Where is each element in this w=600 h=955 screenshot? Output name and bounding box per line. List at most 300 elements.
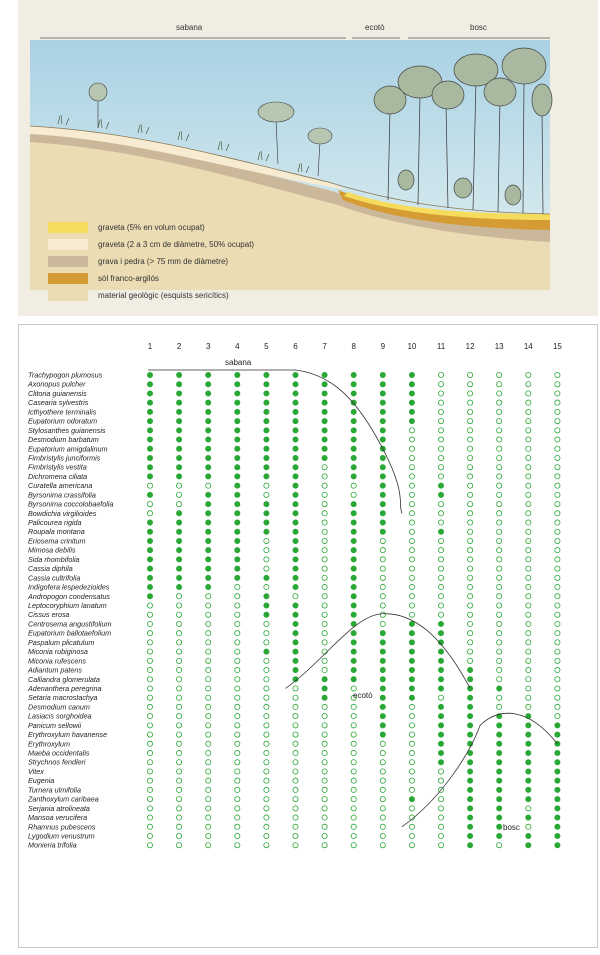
absence-dot [409,548,414,553]
legend-item [48,222,368,234]
presence-dot [351,677,356,682]
presence-dot [555,806,560,811]
presence-dot [293,603,298,608]
presence-dot [293,437,298,442]
presence-dot [526,760,531,765]
absence-dot [555,511,560,516]
presence-dot [468,714,473,719]
absence-dot [526,474,531,479]
presence-dot [351,631,356,636]
absence-dot [468,584,473,589]
species-name: Andropogon condensatus [28,591,110,601]
absence-dot [147,787,152,792]
presence-dot [468,769,473,774]
presence-dot [380,649,385,654]
presence-dot [555,797,560,802]
absence-dot [409,704,414,709]
absence-dot [147,658,152,663]
presence-dot [380,723,385,728]
presence-dot [293,391,298,396]
presence-dot [206,492,211,497]
absence-dot [409,824,414,829]
absence-dot [468,557,473,562]
presence-dot [526,815,531,820]
presence-dot [409,409,414,414]
presence-dot [264,391,269,396]
absence-dot [322,760,327,765]
absence-dot [264,769,269,774]
absence-dot [264,658,269,663]
absence-dot [555,428,560,433]
presence-dot [147,566,152,571]
absence-dot [555,667,560,672]
presence-dot [177,529,182,534]
presence-dot [293,548,298,553]
absence-dot [468,483,473,488]
absence-dot [206,667,211,672]
species-name: Leptocoryphium lanatum [28,601,107,610]
presence-dot [409,391,414,396]
species-name: Byrsonima crassifolia [28,490,96,500]
presence-dot [526,750,531,755]
absence-dot [409,741,414,746]
absence-dot [526,631,531,636]
absence-dot [293,778,298,783]
absence-dot [497,621,502,626]
absence-dot [438,557,443,562]
presence-dot [351,465,356,470]
absence-dot [177,797,182,802]
presence-dot [177,520,182,525]
species-name: Adenanthera peregrina [28,683,102,693]
species-name: Mansoa verucifera [28,813,88,823]
presence-dot [380,409,385,414]
presence-dot [526,732,531,737]
absence-dot [438,428,443,433]
absence-dot [177,704,182,709]
absence-dot [468,529,473,534]
presence-dot [264,419,269,424]
presence-dot [293,667,298,672]
column-number: 9 [380,342,386,351]
presence-dot [351,667,356,672]
absence-dot [468,603,473,608]
presence-dot [206,566,211,571]
presence-dot [468,732,473,737]
absence-dot [235,778,240,783]
presence-dot [264,400,269,405]
presence-dot [351,594,356,599]
presence-dot [293,446,298,451]
absence-dot [468,501,473,506]
presence-dot [351,437,356,442]
absence-dot [497,529,502,534]
presence-dot [468,695,473,700]
absence-dot [264,640,269,645]
presence-dot [322,409,327,414]
absence-dot [409,437,414,442]
absence-dot [235,750,240,755]
zone-label-forest: bosc [470,23,487,32]
absence-dot [497,372,502,377]
species-name: Eugenia [28,776,55,786]
absence-dot [380,621,385,626]
absence-dot [438,382,443,387]
absence-dot [409,769,414,774]
presence-dot [438,741,443,746]
absence-dot [322,621,327,626]
presence-dot [235,492,240,497]
presence-dot [351,409,356,414]
absence-dot [264,778,269,783]
absence-dot [497,843,502,848]
absence-dot [555,474,560,479]
absence-dot [235,723,240,728]
absence-dot [322,815,327,820]
absence-dot [380,548,385,553]
presence-dot [206,409,211,414]
landscape-illustration [18,0,598,316]
absence-dot [468,520,473,525]
species-name: Casearia sylvestris [28,398,89,408]
presence-dot [147,538,152,543]
species-name: Desmodium barbatum [28,435,99,445]
absence-dot [206,704,211,709]
absence-dot [351,750,356,755]
absence-dot [206,658,211,663]
absence-dot [409,612,414,617]
absence-dot [264,787,269,792]
presence-dot [409,382,414,387]
absence-dot [526,455,531,460]
presence-dot [526,769,531,774]
species-name: Eupatorium odoratum [28,416,98,426]
presence-dot [380,483,385,488]
absence-dot [322,557,327,562]
absence-dot [409,566,414,571]
presence-dot [497,797,502,802]
presence-dot [147,474,152,479]
presence-dot [438,483,443,488]
presence-dot [438,492,443,497]
absence-dot [526,446,531,451]
presence-dot [147,557,152,562]
presence-dot [293,492,298,497]
presence-dot [293,631,298,636]
absence-dot [555,391,560,396]
species-name: Clitoria guianensis [28,388,87,398]
absence-dot [526,501,531,506]
absence-dot [409,538,414,543]
absence-dot [293,787,298,792]
absence-dot [409,520,414,525]
presence-dot [177,428,182,433]
absence-dot [264,538,269,543]
absence-dot [235,704,240,709]
presence-dot [177,400,182,405]
absence-dot [409,750,414,755]
presence-dot [264,437,269,442]
absence-dot [322,732,327,737]
absence-dot [380,833,385,838]
presence-dot [322,372,327,377]
absence-dot [438,695,443,700]
absence-dot [438,843,443,848]
presence-dot [351,575,356,580]
absence-dot [206,621,211,626]
absence-dot [555,695,560,700]
species-name: Axonopus pulcher [28,379,86,389]
absence-dot [351,732,356,737]
column-number: 7 [322,342,327,351]
presence-dot [293,501,298,506]
presence-dot [351,566,356,571]
presence-dot [351,391,356,396]
absence-dot [380,575,385,580]
absence-dot [177,621,182,626]
absence-dot [147,824,152,829]
absence-dot [177,824,182,829]
matrix-label-ecotone: ecotò [353,691,373,700]
absence-dot [497,631,502,636]
absence-dot [177,732,182,737]
absence-dot [264,833,269,838]
absence-dot [235,797,240,802]
species-name: Indigofera lespedezioides [28,582,110,592]
absence-dot [497,465,502,470]
presence-dot [351,446,356,451]
absence-dot [497,501,502,506]
presence-dot [264,446,269,451]
absence-dot [380,612,385,617]
absence-dot [235,833,240,838]
absence-dot [177,741,182,746]
absence-dot [497,695,502,700]
absence-dot [526,695,531,700]
presence-dot [235,501,240,506]
presence-dot [293,538,298,543]
presence-dot [206,446,211,451]
presence-dot [235,409,240,414]
presence-dot [322,695,327,700]
absence-dot [147,695,152,700]
absence-dot [235,584,240,589]
absence-dot [380,741,385,746]
presence-dot [438,529,443,534]
presence-dot [147,409,152,414]
presence-dot [206,419,211,424]
absence-dot [293,769,298,774]
presence-dot [177,538,182,543]
absence-dot [380,843,385,848]
species-name: Miconia rubiginosa [28,647,88,657]
absence-dot [555,483,560,488]
absence-dot [438,520,443,525]
absence-dot [526,677,531,682]
legend-label: graveta (5% en volum ocupat) [98,223,205,232]
presence-dot [147,548,152,553]
absence-dot [468,612,473,617]
presence-dot [206,400,211,405]
absence-dot [206,723,211,728]
species-name: Eriosema crinitum [28,536,86,546]
absence-dot [235,843,240,848]
absence-dot [264,667,269,672]
absence-dot [351,492,356,497]
presence-dot [177,455,182,460]
absence-dot [147,714,152,719]
presence-dot [526,797,531,802]
absence-dot [147,815,152,820]
presence-dot [438,667,443,672]
absence-dot [468,455,473,460]
absence-dot [555,437,560,442]
presence-dot [409,631,414,636]
presence-dot [438,704,443,709]
absence-dot [409,455,414,460]
absence-dot [438,465,443,470]
absence-dot [555,419,560,424]
presence-dot [264,372,269,377]
absence-dot [177,667,182,672]
absence-dot [497,419,502,424]
presence-dot [147,446,152,451]
absence-dot [438,501,443,506]
absence-dot [235,658,240,663]
presence-dot [177,575,182,580]
presence-dot [351,501,356,506]
absence-dot [177,649,182,654]
absence-dot [468,492,473,497]
presence-dot [293,372,298,377]
presence-dot [409,658,414,663]
absence-dot [322,833,327,838]
absence-dot [322,529,327,534]
presence-dot [380,400,385,405]
absence-dot [177,483,182,488]
presence-dot [147,428,152,433]
absence-dot [177,640,182,645]
species-name: Stylosanthes guianensis [28,425,106,435]
column-number: 11 [436,342,446,351]
column-number: 2 [176,342,182,351]
absence-dot [206,695,211,700]
presence-dot [235,382,240,387]
absence-dot [409,511,414,516]
absence-dot [438,806,443,811]
absence-dot [322,548,327,553]
absence-dot [468,658,473,663]
absence-dot [380,824,385,829]
absence-dot [147,778,152,783]
species-name: Cassia cultrifolia [28,573,81,583]
absence-dot [409,760,414,765]
presence-dot [206,391,211,396]
column-number: 5 [264,342,269,351]
absence-dot [555,372,560,377]
species-name: Icthyothere terminalis [28,407,97,417]
absence-dot [468,382,473,387]
species-name: Serjania atrolineata [28,803,90,813]
absence-dot [235,760,240,765]
absence-dot [526,483,531,488]
absence-dot [526,686,531,691]
presence-dot [293,529,298,534]
legend-label: sòl franco-argilós [98,274,159,283]
absence-dot [322,640,327,645]
absence-dot [322,492,327,497]
presence-dot [206,474,211,479]
legend-label: grava i pedra (> 75 mm de diàmetre) [98,257,229,266]
presence-dot [322,437,327,442]
presence-dot [177,548,182,553]
absence-dot [351,797,356,802]
presence-dot [438,631,443,636]
absence-dot [264,492,269,497]
absence-dot [468,428,473,433]
forest-curve [402,713,558,827]
matrix-label-sabana: sabana [225,358,252,367]
presence-dot [177,419,182,424]
absence-dot [147,732,152,737]
presence-dot [409,419,414,424]
presence-dot [380,695,385,700]
column-number: 1 [147,342,153,351]
absence-dot [206,778,211,783]
absence-dot [177,686,182,691]
presence-dot [351,520,356,525]
presence-dot [177,382,182,387]
presence-dot [438,649,443,654]
absence-dot [526,824,531,829]
presence-dot [293,474,298,479]
absence-dot [293,760,298,765]
presence-dot [147,455,152,460]
absence-dot [497,603,502,608]
absence-dot [497,474,502,479]
presence-dot [293,566,298,571]
absence-dot [555,446,560,451]
absence-dot [351,778,356,783]
absence-dot [206,677,211,682]
species-name: Erythroxylum havanense [28,730,108,740]
presence-dot [409,667,414,672]
presence-dot [555,815,560,820]
presence-dot [380,474,385,479]
presence-dot [206,455,211,460]
presence-dot [409,649,414,654]
absence-dot [322,474,327,479]
presence-dot [468,778,473,783]
absence-dot [235,631,240,636]
absence-dot [235,695,240,700]
absence-dot [380,787,385,792]
absence-dot [380,538,385,543]
absence-dot [526,584,531,589]
absence-dot [409,732,414,737]
presence-dot [177,437,182,442]
absence-dot [468,566,473,571]
absence-dot [380,797,385,802]
absence-dot [235,824,240,829]
absence-dot [264,686,269,691]
zone-label-ecotone: ecotò [365,23,385,32]
presence-dot [380,465,385,470]
presence-dot [468,833,473,838]
presence-dot [293,483,298,488]
species-name: Fimbristylis vestita [28,462,87,472]
presence-dot [293,612,298,617]
